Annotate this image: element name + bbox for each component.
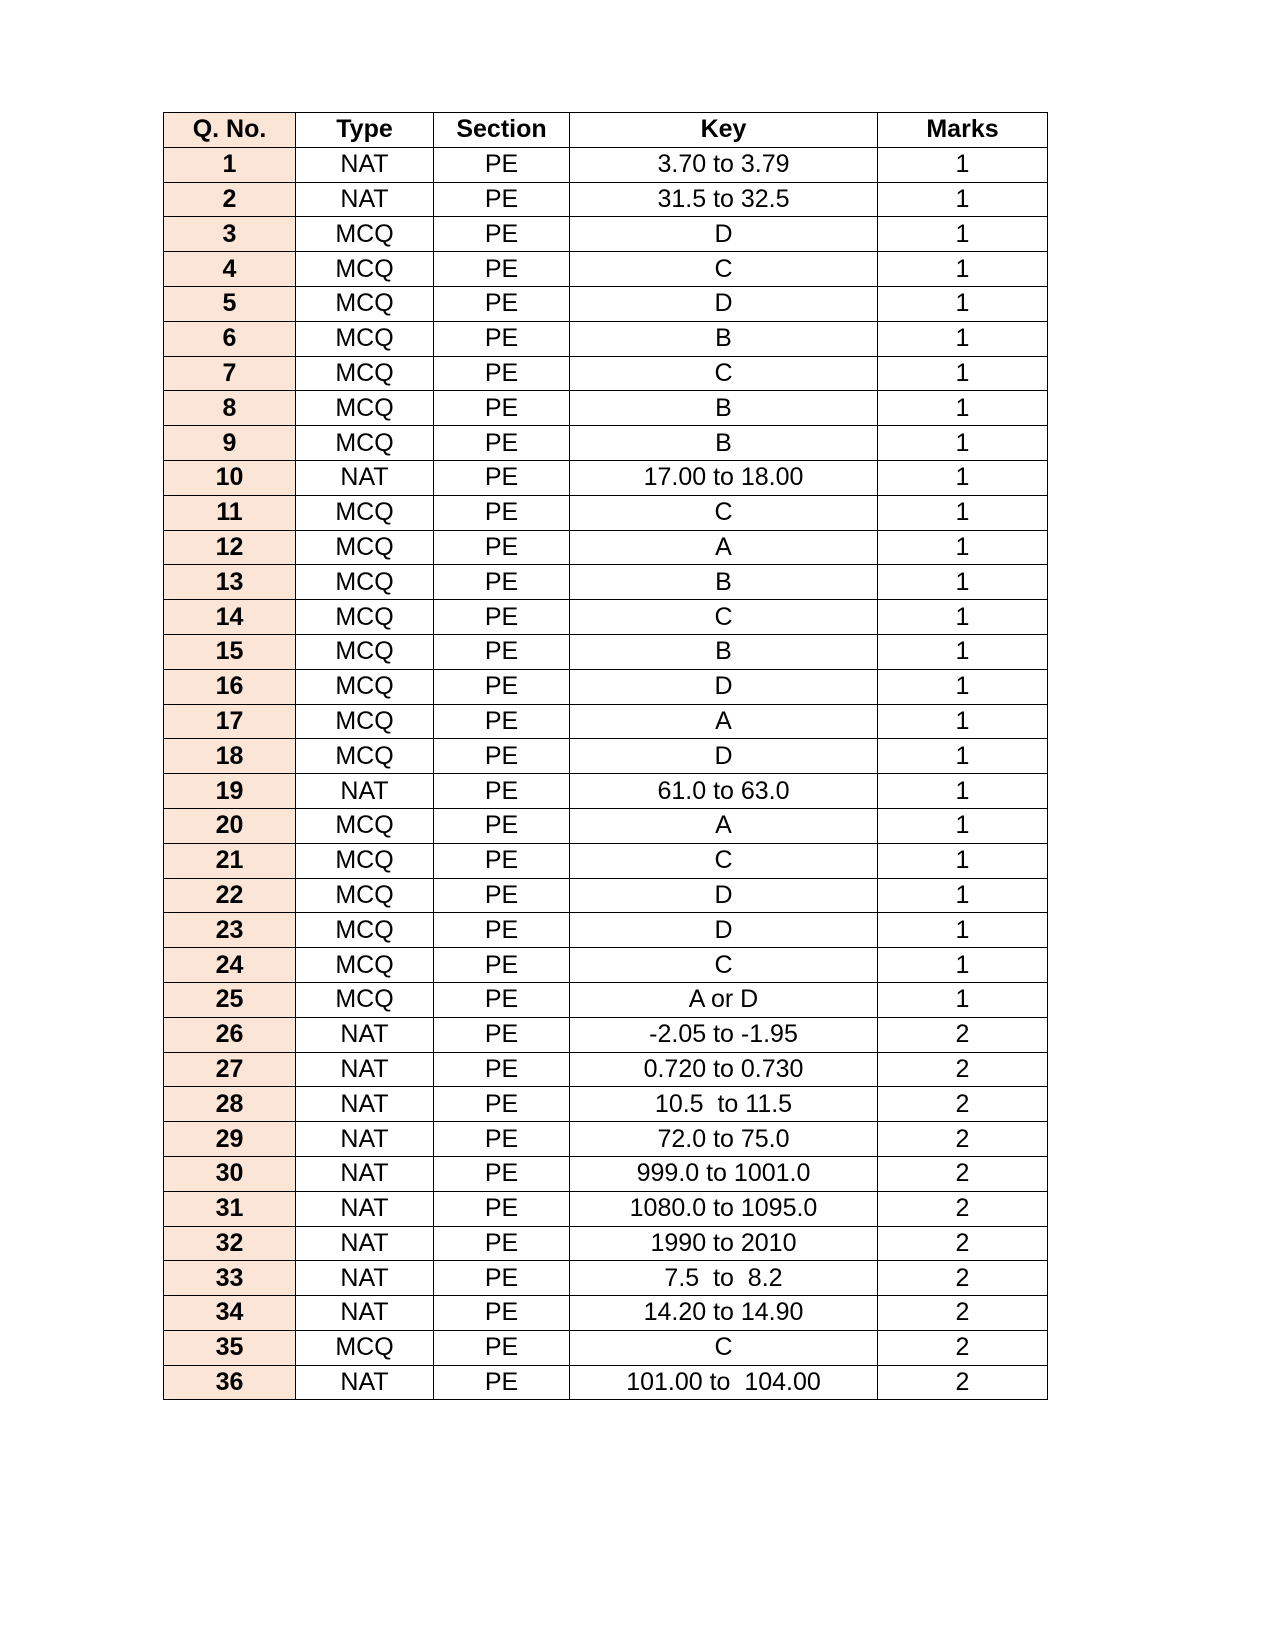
section-cell: PE [434,878,570,913]
table-row [164,1052,1048,1087]
key-cell: 72.0 to 75.0 [570,1122,878,1157]
marks-cell: 1 [878,321,1048,356]
question-number-cell: 4 [164,252,296,287]
marks-cell: 1 [878,982,1048,1017]
question-number-cell: 6 [164,321,296,356]
table-row [164,1191,1048,1226]
table-row [164,147,1048,182]
question-number-cell: 3 [164,217,296,252]
section-cell: PE [434,321,570,356]
section-cell: PE [434,600,570,635]
marks-cell: 2 [878,1122,1048,1157]
question-number-cell: 19 [164,774,296,809]
table-row [164,356,1048,391]
key-cell: 101.00 to 104.00 [570,1365,878,1400]
marks-cell: 1 [878,878,1048,913]
type-cell: MCQ [296,356,434,391]
section-cell: PE [434,704,570,739]
marks-cell: 1 [878,460,1048,495]
table-row [164,495,1048,530]
key-cell: 14.20 to 14.90 [570,1296,878,1331]
marks-cell: 1 [878,252,1048,287]
table-row [164,1296,1048,1331]
question-number-cell: 14 [164,600,296,635]
type-cell: MCQ [296,565,434,600]
table-row [164,600,1048,635]
key-cell: D [570,878,878,913]
type-cell: NAT [296,460,434,495]
question-number-cell: 28 [164,1087,296,1122]
question-number-cell: 24 [164,948,296,983]
table-row [164,426,1048,461]
marks-cell: 2 [878,1296,1048,1331]
question-number-cell: 36 [164,1365,296,1400]
key-cell: 1080.0 to 1095.0 [570,1191,878,1226]
question-number-cell: 35 [164,1330,296,1365]
marks-cell: 1 [878,217,1048,252]
type-cell: NAT [296,1052,434,1087]
section-cell: PE [434,182,570,217]
marks-cell: 2 [878,1261,1048,1296]
key-cell: B [570,321,878,356]
marks-cell: 1 [878,600,1048,635]
marks-cell: 2 [878,1330,1048,1365]
question-number-cell: 25 [164,982,296,1017]
question-number-cell: 16 [164,669,296,704]
marks-cell: 1 [878,565,1048,600]
key-cell: D [570,669,878,704]
table-row [164,948,1048,983]
table-row [164,182,1048,217]
key-cell: D [570,913,878,948]
type-cell: MCQ [296,982,434,1017]
key-cell: C [570,252,878,287]
key-cell: D [570,217,878,252]
marks-cell: 1 [878,808,1048,843]
marks-cell: 1 [878,530,1048,565]
key-cell: 17.00 to 18.00 [570,460,878,495]
answer-key-table [163,112,1048,1400]
section-cell: PE [434,1191,570,1226]
table-row [164,774,1048,809]
section-cell: PE [434,147,570,182]
type-cell: MCQ [296,843,434,878]
key-cell: C [570,495,878,530]
column-header-section: Section [434,113,570,148]
marks-cell: 1 [878,774,1048,809]
key-cell: 999.0 to 1001.0 [570,1156,878,1191]
section-cell: PE [434,460,570,495]
section-cell: PE [434,843,570,878]
marks-cell: 1 [878,843,1048,878]
section-cell: PE [434,1226,570,1261]
key-cell: A or D [570,982,878,1017]
key-cell: D [570,739,878,774]
type-cell: MCQ [296,913,434,948]
section-cell: PE [434,426,570,461]
type-cell: MCQ [296,739,434,774]
question-number-cell: 11 [164,495,296,530]
section-cell: PE [434,948,570,983]
key-cell: C [570,843,878,878]
marks-cell: 2 [878,1226,1048,1261]
table-row [164,460,1048,495]
table-row [164,669,1048,704]
table-row [164,1017,1048,1052]
table-body [164,147,1048,1400]
table-row [164,1365,1048,1400]
type-cell: MCQ [296,391,434,426]
key-cell: D [570,286,878,321]
section-cell: PE [434,356,570,391]
type-cell: MCQ [296,669,434,704]
table-row [164,217,1048,252]
marks-cell: 2 [878,1017,1048,1052]
marks-cell: 1 [878,147,1048,182]
table-row [164,843,1048,878]
section-cell: PE [434,1365,570,1400]
section-cell: PE [434,808,570,843]
table-row [164,913,1048,948]
type-cell: NAT [296,1122,434,1157]
type-cell: MCQ [296,878,434,913]
type-cell: NAT [296,182,434,217]
question-number-cell: 27 [164,1052,296,1087]
column-header-key: Key [570,113,878,148]
question-number-cell: 18 [164,739,296,774]
section-cell: PE [434,1330,570,1365]
section-cell: PE [434,774,570,809]
key-cell: 10.5 to 11.5 [570,1087,878,1122]
marks-cell: 2 [878,1365,1048,1400]
key-cell: C [570,1330,878,1365]
marks-cell: 1 [878,182,1048,217]
table-row [164,1087,1048,1122]
key-cell: 61.0 to 63.0 [570,774,878,809]
table-row [164,634,1048,669]
type-cell: NAT [296,1296,434,1331]
type-cell: MCQ [296,321,434,356]
table-row [164,1156,1048,1191]
section-cell: PE [434,669,570,704]
marks-cell: 2 [878,1191,1048,1226]
section-cell: PE [434,913,570,948]
type-cell: MCQ [296,252,434,287]
question-number-cell: 29 [164,1122,296,1157]
section-cell: PE [434,1122,570,1157]
section-cell: PE [434,1052,570,1087]
table-row [164,808,1048,843]
column-header-marks: Marks [878,113,1048,148]
question-number-cell: 33 [164,1261,296,1296]
section-cell: PE [434,391,570,426]
type-cell: NAT [296,1365,434,1400]
section-cell: PE [434,1296,570,1331]
table-row [164,704,1048,739]
section-cell: PE [434,739,570,774]
section-cell: PE [434,286,570,321]
type-cell: NAT [296,774,434,809]
type-cell: NAT [296,1191,434,1226]
marks-cell: 1 [878,495,1048,530]
key-cell: A [570,704,878,739]
question-number-cell: 22 [164,878,296,913]
table-row [164,878,1048,913]
type-cell: MCQ [296,217,434,252]
key-cell: -2.05 to -1.95 [570,1017,878,1052]
table-row [164,321,1048,356]
table-row [164,252,1048,287]
marks-cell: 2 [878,1156,1048,1191]
table-row [164,530,1048,565]
table-row [164,1122,1048,1157]
question-number-cell: 1 [164,147,296,182]
marks-cell: 1 [878,356,1048,391]
type-cell: MCQ [296,704,434,739]
section-cell: PE [434,1017,570,1052]
key-cell: 1990 to 2010 [570,1226,878,1261]
question-number-cell: 5 [164,286,296,321]
table-row [164,982,1048,1017]
section-cell: PE [434,495,570,530]
table-row [164,565,1048,600]
question-number-cell: 7 [164,356,296,391]
key-cell: 0.720 to 0.730 [570,1052,878,1087]
key-cell: B [570,634,878,669]
type-cell: MCQ [296,426,434,461]
question-number-cell: 26 [164,1017,296,1052]
question-number-cell: 31 [164,1191,296,1226]
type-cell: MCQ [296,286,434,321]
question-number-cell: 2 [164,182,296,217]
section-cell: PE [434,1156,570,1191]
marks-cell: 1 [878,426,1048,461]
table-row [164,391,1048,426]
key-cell: C [570,600,878,635]
table-row [164,1226,1048,1261]
type-cell: NAT [296,1156,434,1191]
section-cell: PE [434,1087,570,1122]
marks-cell: 1 [878,634,1048,669]
question-number-cell: 17 [164,704,296,739]
section-cell: PE [434,982,570,1017]
section-cell: PE [434,530,570,565]
table-row [164,1261,1048,1296]
marks-cell: 1 [878,704,1048,739]
type-cell: MCQ [296,948,434,983]
table-row [164,739,1048,774]
marks-cell: 1 [878,948,1048,983]
marks-cell: 2 [878,1052,1048,1087]
question-number-cell: 8 [164,391,296,426]
type-cell: NAT [296,1017,434,1052]
section-cell: PE [434,217,570,252]
type-cell: MCQ [296,634,434,669]
key-cell: 31.5 to 32.5 [570,182,878,217]
key-cell: C [570,948,878,983]
type-cell: MCQ [296,1330,434,1365]
question-number-cell: 20 [164,808,296,843]
marks-cell: 1 [878,286,1048,321]
question-number-cell: 21 [164,843,296,878]
section-cell: PE [434,1261,570,1296]
question-number-cell: 10 [164,460,296,495]
section-cell: PE [434,565,570,600]
column-header-qno: Q. No. [164,113,296,148]
section-cell: PE [434,634,570,669]
table-header [164,113,1048,148]
type-cell: NAT [296,1226,434,1261]
question-number-cell: 15 [164,634,296,669]
marks-cell: 1 [878,739,1048,774]
header-row [164,113,1048,148]
key-cell: 3.70 to 3.79 [570,147,878,182]
question-number-cell: 12 [164,530,296,565]
type-cell: MCQ [296,530,434,565]
section-cell: PE [434,252,570,287]
question-number-cell: 23 [164,913,296,948]
column-header-type: Type [296,113,434,148]
question-number-cell: 34 [164,1296,296,1331]
table-row [164,286,1048,321]
question-number-cell: 13 [164,565,296,600]
type-cell: NAT [296,147,434,182]
key-cell: A [570,808,878,843]
key-cell: B [570,565,878,600]
type-cell: NAT [296,1087,434,1122]
type-cell: NAT [296,1261,434,1296]
type-cell: MCQ [296,600,434,635]
question-number-cell: 9 [164,426,296,461]
type-cell: MCQ [296,495,434,530]
key-cell: B [570,391,878,426]
table-row [164,1330,1048,1365]
marks-cell: 1 [878,669,1048,704]
question-number-cell: 30 [164,1156,296,1191]
marks-cell: 1 [878,391,1048,426]
key-cell: A [570,530,878,565]
type-cell: MCQ [296,808,434,843]
key-cell: 7.5 to 8.2 [570,1261,878,1296]
key-cell: B [570,426,878,461]
question-number-cell: 32 [164,1226,296,1261]
marks-cell: 2 [878,1087,1048,1122]
key-cell: C [570,356,878,391]
marks-cell: 1 [878,913,1048,948]
